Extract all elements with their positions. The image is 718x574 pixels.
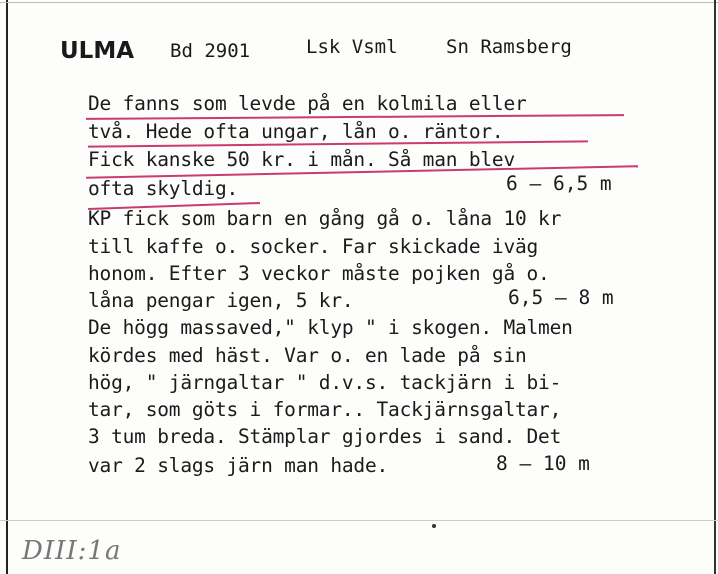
header-bd: Bd 2901 bbox=[170, 40, 251, 62]
header-name: ULMA bbox=[60, 38, 135, 64]
text-line-1: De fanns som levde på en kolmila eller bbox=[88, 92, 527, 115]
text-line-5: KP fick som barn en gång gå o. låna 10 kr bbox=[88, 207, 562, 230]
depth-range-3: 8 – 10 m bbox=[496, 452, 590, 475]
card-left-edge bbox=[6, 0, 8, 574]
card-top-edge bbox=[0, 2, 718, 3]
ink-dot bbox=[432, 524, 436, 528]
depth-range-2: 6,5 – 8 m bbox=[508, 286, 614, 309]
text-line-2: två. Hede ofta ungar, lån o. räntor. bbox=[88, 120, 504, 143]
text-line-9: De högg massaved," klyp " i skogen. Malmen bbox=[88, 316, 573, 339]
text-line-12: tar, som göts i formar.. Tackjärnsgaltar, bbox=[88, 398, 562, 421]
header-lsk: Lsk Vsml bbox=[306, 36, 398, 58]
depth-range-1: 6 – 6,5 m bbox=[506, 172, 612, 195]
text-line-6: till kaffe o. socker. Far skickade iväg bbox=[88, 235, 539, 258]
marginal-pencil-note: DIII:1a bbox=[22, 536, 122, 566]
header-sn: Sn Ramsberg bbox=[446, 36, 572, 58]
text-line-7: honom. Efter 3 veckor måste pojken gå o. bbox=[88, 262, 550, 285]
text-line-11: hög, " järngaltar " d.v.s. tackjärn i bi- bbox=[88, 371, 562, 394]
card-bottom-edge bbox=[0, 520, 718, 521]
card-right-edge bbox=[714, 0, 716, 574]
text-line-8: låna pengar igen, 5 kr. bbox=[88, 289, 354, 312]
text-line-10: kördes med häst. Var o. en lade på sin bbox=[88, 344, 527, 367]
text-line-13: 3 tum breda. Stämplar gjordes i sand. Det bbox=[88, 425, 562, 448]
text-line-3: Fick kanske 50 kr. i mån. Så man blev bbox=[88, 148, 515, 171]
text-line-4: ofta skyldig. bbox=[88, 177, 239, 200]
text-line-14: var 2 slags järn man hade. bbox=[88, 454, 389, 477]
